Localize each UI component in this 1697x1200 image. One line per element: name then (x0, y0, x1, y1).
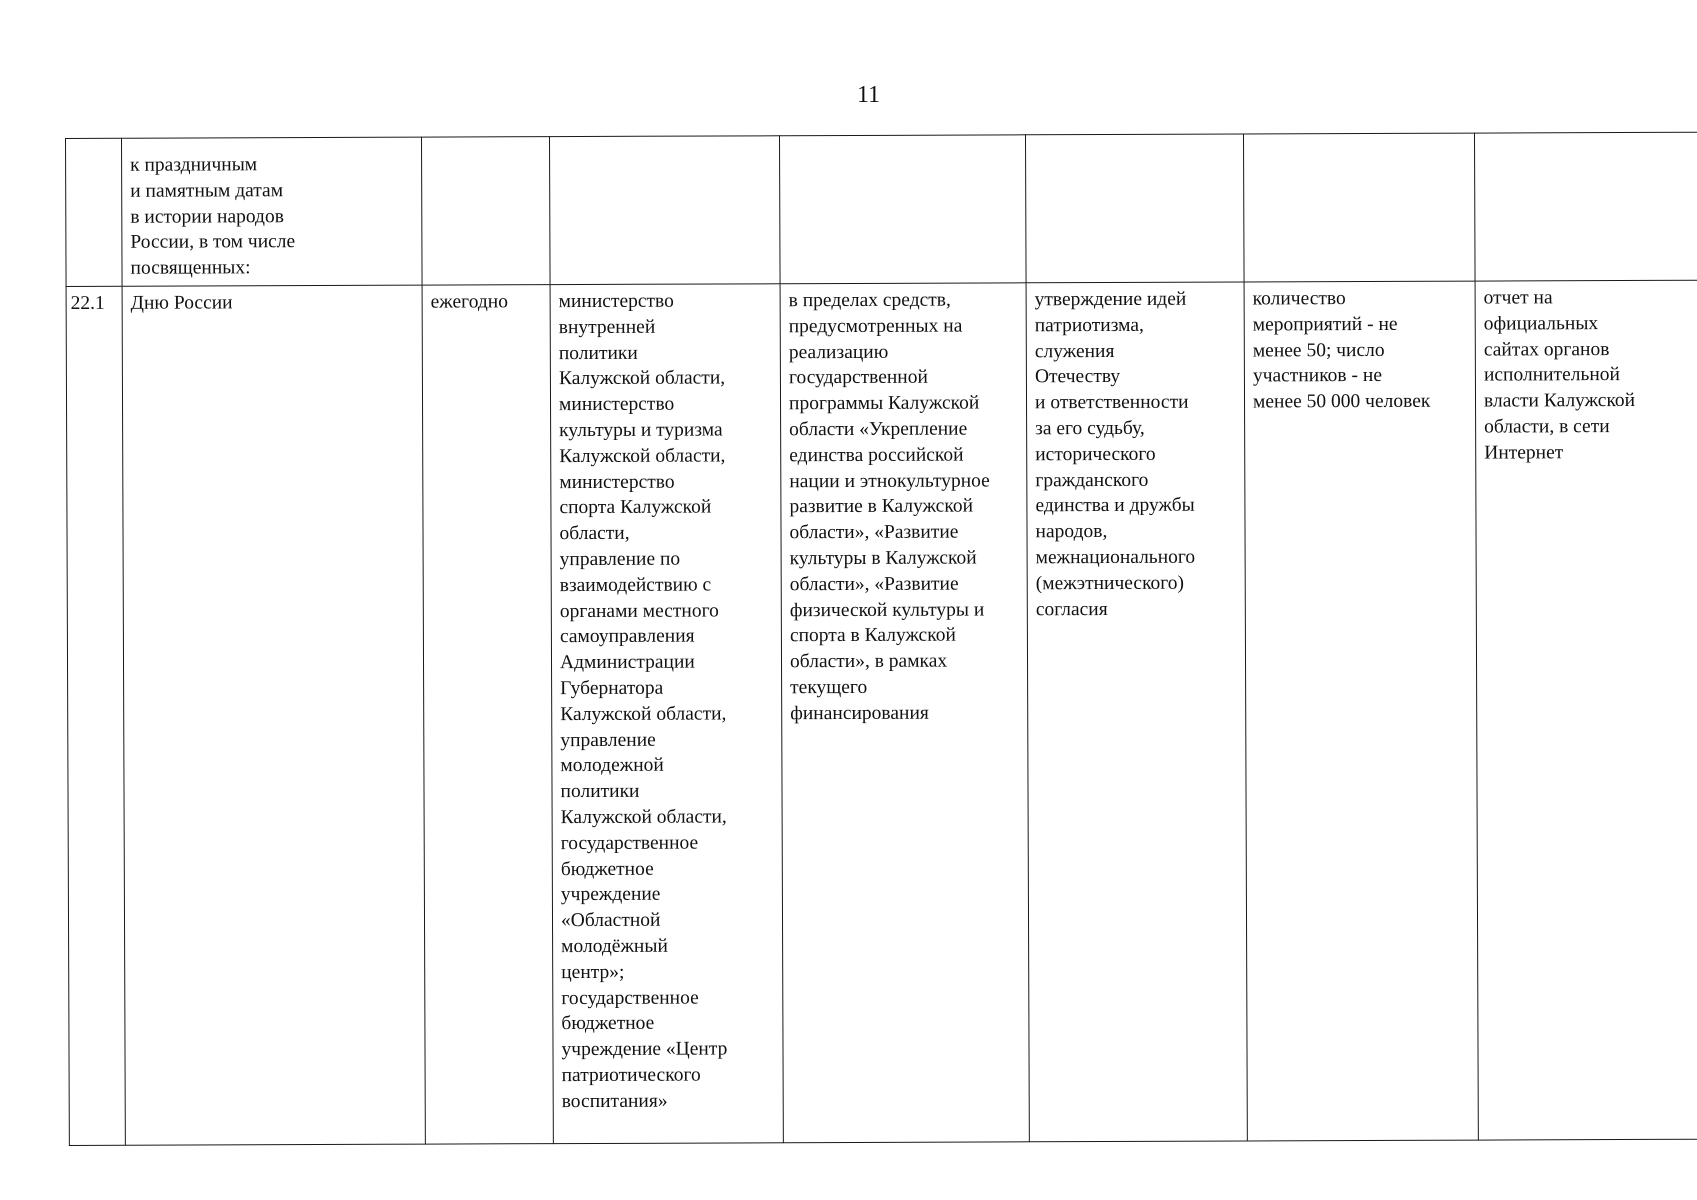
cell-goal (1026, 282, 1247, 1142)
row-number: 22.1 (70, 292, 105, 314)
cell-number (66, 286, 125, 1145)
event-indicators: количество мероприятий - не менее 50; число участников - не менее 50 000 человек (1252, 288, 1431, 413)
cell-executors-empty (549, 136, 780, 285)
cell-indicators-empty (1243, 133, 1475, 282)
cell-goal-empty (1025, 134, 1244, 283)
cell-executors (550, 284, 783, 1144)
cell-report (1475, 280, 1697, 1140)
cell-report-empty (1474, 132, 1697, 281)
cell-name-continuation (122, 137, 423, 286)
cell-funding-empty (779, 135, 1026, 284)
continuation-row (66, 132, 1697, 286)
event-name: Дню России (130, 292, 233, 314)
event-goal: утверждение идей патриотизма, служения Отечеству и ответственности за его судьбу, исторического гражданского единства и дружбы народов, межнационального (межэтнического) согласия (1034, 288, 1196, 620)
activities-table (65, 132, 1697, 1146)
cell-funding (780, 283, 1029, 1143)
cell-period (422, 285, 553, 1144)
page-number: 11 (856, 82, 881, 108)
cell-period-empty (421, 137, 550, 285)
cell-indicators (1244, 281, 1478, 1141)
event-report: отчет на официальных сайтах органов исполнительной власти Калужской области, в сети Интернет (1483, 287, 1636, 464)
continuation-name-text: к праздничным и памятным датам в истории народов России, в том числе посвященных: (130, 154, 296, 279)
event-executors: министерство внутренней политики Калужской области, министерство культуры и туризма Калужской области, министерство спорта Калужской области, управление по взаимодействию с органами местного самоуправления Администрации Губернатора Калужской области, управление молодежной политики Калужской области, государственное бюджетное учреждение «Областной молодёжный центр»; государственное бюджетное учреждение «Центр патриотического воспитания» (558, 290, 728, 1112)
event-funding: в пределах средств, предусмотренных на реализацию государственной программы Калужской области «Укрепление единства российской нации и этнокультурное развитие в Калужской области», «Развитие культуры в Калужской области», «Развитие физической культуры и спорта в Калужской области», в рамках текущего финансирования (788, 289, 990, 724)
activities-table-grid (65, 132, 1697, 1146)
table-row (66, 280, 1697, 1145)
event-period: ежегодно (430, 291, 509, 313)
cell-name (122, 285, 425, 1145)
cell-number-empty (66, 138, 123, 286)
